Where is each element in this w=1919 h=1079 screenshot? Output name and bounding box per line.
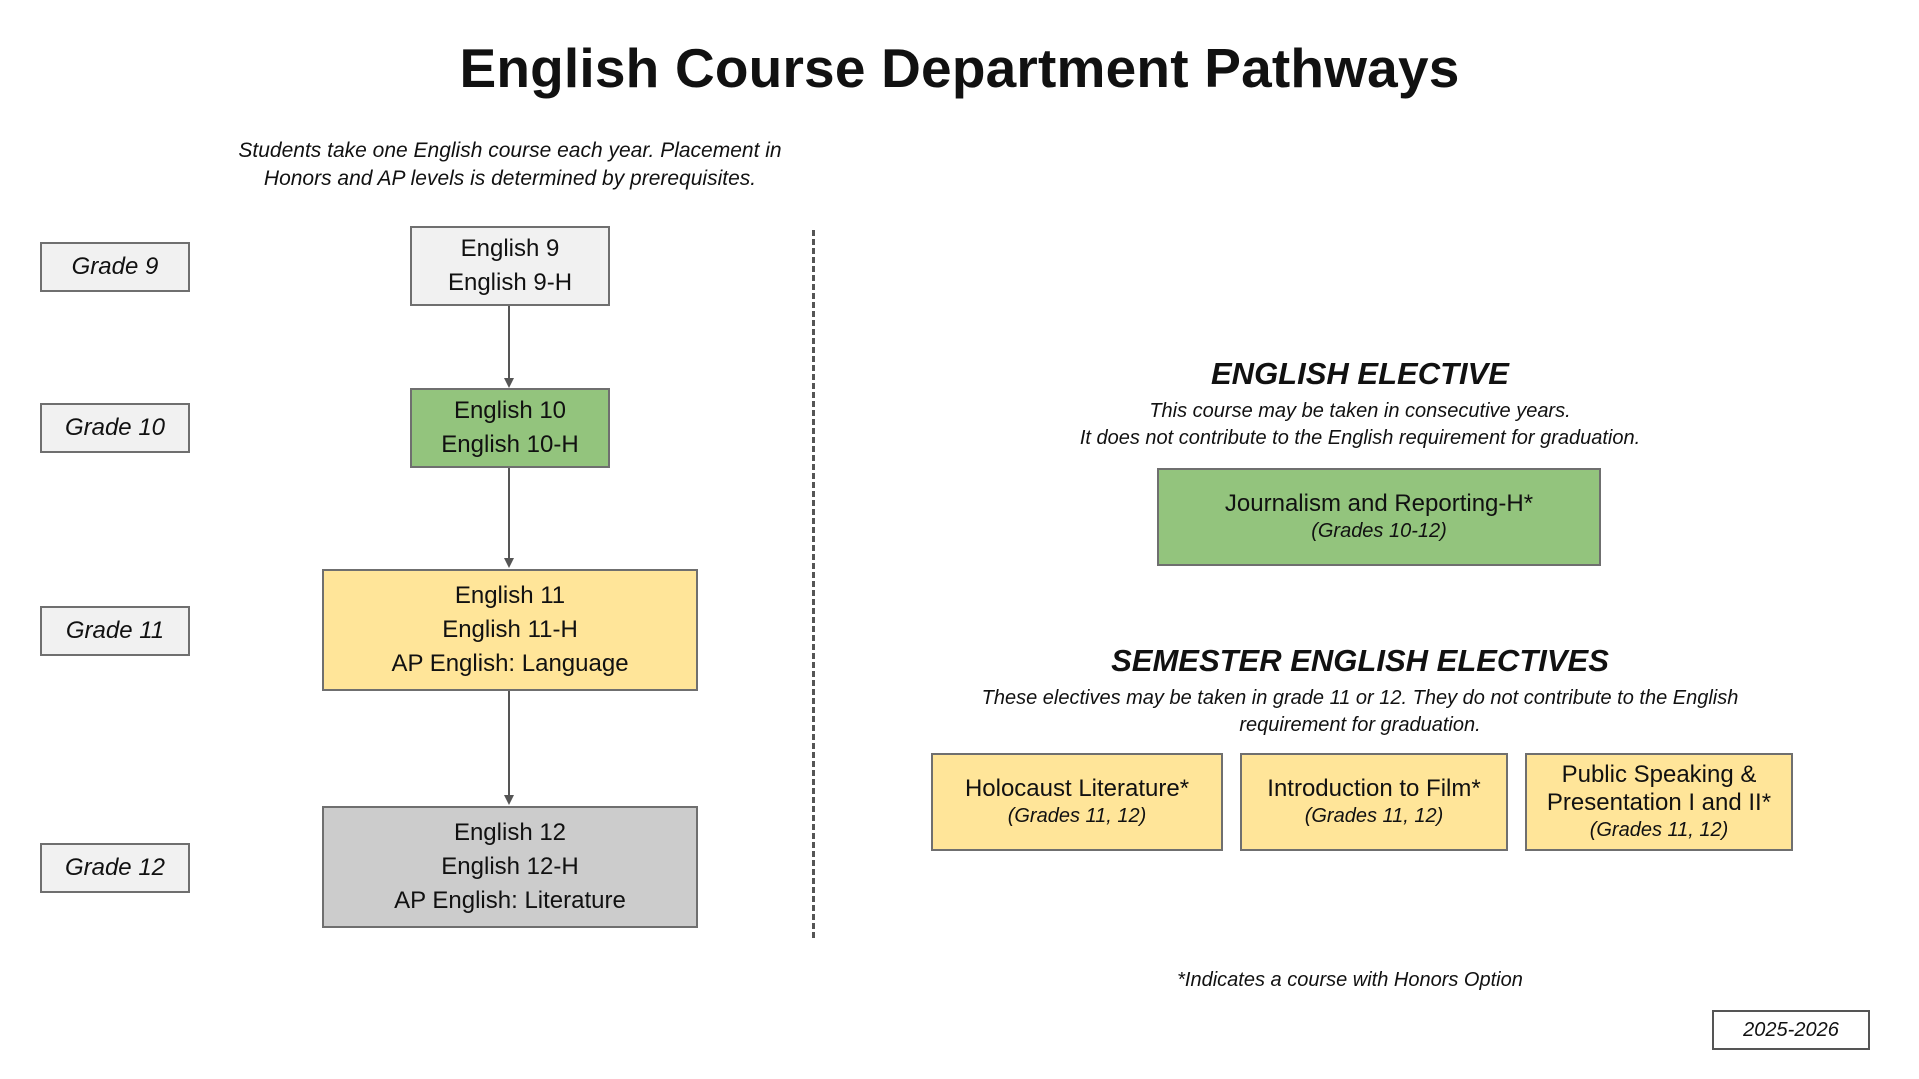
- course-ap-literature: AP English: Literature: [394, 887, 626, 914]
- grade-label-9: Grade 9: [40, 242, 190, 292]
- course-english-12-h: English 12-H: [441, 853, 579, 880]
- semester-electives-desc-line-1: These electives may be taken in grade 11 or 12. They do not contribute to the English: [981, 687, 1739, 709]
- course-english-9: English 9: [460, 235, 560, 262]
- course-holocaust-name: Holocaust Literature*: [964, 775, 1190, 802]
- grade-label-10: Grade 10: [40, 403, 190, 453]
- course-english-11: English 11: [454, 582, 566, 609]
- course-film-grades: (Grades 11, 12): [1304, 805, 1444, 827]
- course-journalism-grades: (Grades 10-12): [1311, 520, 1447, 542]
- intro-line-2: Honors and AP levels is determined by prerequisites.: [263, 167, 757, 190]
- school-year-badge: 2025-2026: [1712, 1010, 1870, 1050]
- course-english-10-h: English 10-H: [441, 431, 579, 458]
- course-holocaust-grades: (Grades 11, 12): [1007, 805, 1147, 827]
- course-english-9-h: English 9-H: [447, 269, 573, 296]
- semester-electives-heading: SEMESTER ENGLISH ELECTIVES: [1111, 643, 1609, 678]
- course-box-introduction-to-film: [1240, 753, 1508, 851]
- course-box-public-speaking: [1525, 753, 1793, 851]
- course-english-11-h: English 11-H: [442, 616, 578, 643]
- semester-electives-desc-line-2: requirement for graduation.: [1239, 714, 1481, 736]
- intro-line-1: Students take one English course each year. Placement in: [238, 139, 782, 162]
- course-box-grade-11: [322, 569, 698, 691]
- grade-label-12: Grade 12: [40, 843, 190, 893]
- course-film-name: Introduction to Film*: [1267, 775, 1481, 802]
- course-public-speaking-name-line-1: Public Speaking &: [1561, 761, 1757, 788]
- honors-footnote: *Indicates a course with Honors Option: [1177, 969, 1523, 991]
- course-public-speaking-name-line-2: Presentation I and II*: [1546, 789, 1772, 816]
- english-elective-desc-line-1: This course may be taken in consecutive years.: [1149, 400, 1571, 422]
- course-journalism-name: Journalism and Reporting-H*: [1224, 490, 1534, 517]
- course-english-12: English 12: [453, 819, 567, 846]
- semester-electives-description: [900, 685, 1820, 739]
- course-box-grade-12: [322, 806, 698, 928]
- page-title: English Course Department Pathways: [459, 37, 1460, 99]
- course-box-grade-9: [410, 226, 610, 306]
- course-box-holocaust-literature: [931, 753, 1223, 851]
- course-public-speaking-grades: (Grades 11, 12): [1589, 819, 1729, 841]
- course-english-10: English 10: [453, 397, 567, 424]
- course-box-journalism: [1157, 468, 1601, 566]
- english-elective-description: [1000, 398, 1720, 452]
- section-divider: [812, 230, 815, 938]
- grade-label-11: Grade 11: [40, 606, 190, 656]
- english-elective-heading: ENGLISH ELECTIVE: [1211, 356, 1509, 391]
- english-elective-desc-line-2: It does not contribute to the English requirement for graduation.: [1079, 427, 1641, 449]
- course-ap-language: AP English: Language: [391, 650, 629, 677]
- course-box-grade-10: [410, 388, 610, 468]
